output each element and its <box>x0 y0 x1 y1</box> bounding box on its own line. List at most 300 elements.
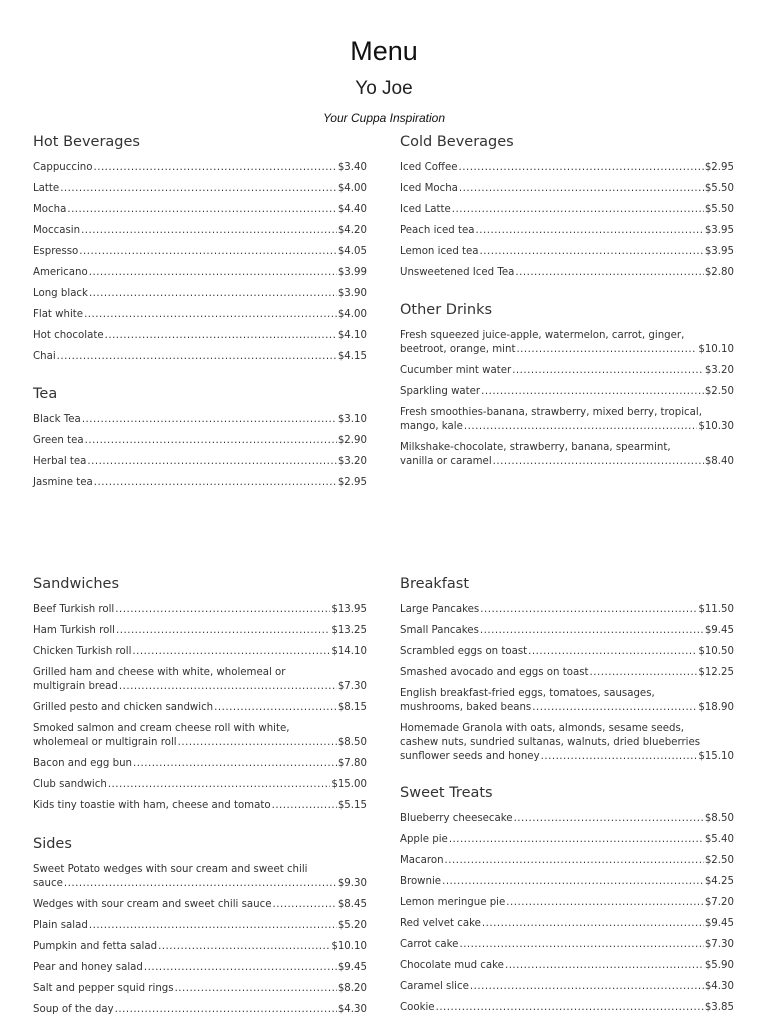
menu-item <box>33 603 367 617</box>
dot-leader <box>459 938 703 951</box>
menu-item-name: Moccasin <box>33 225 81 236</box>
dot-leader <box>87 455 336 468</box>
dot-leader <box>590 666 698 679</box>
menu-item-name: sunflower seeds and honey <box>400 751 540 762</box>
menu-item-price: $7.80 <box>337 758 367 769</box>
menu-item <box>33 701 367 715</box>
menu-item-name: Scrambled eggs on toast <box>400 646 528 657</box>
dot-leader <box>458 161 703 174</box>
dot-leader <box>214 701 337 714</box>
menu-item <box>400 203 734 217</box>
dot-leader <box>67 203 337 216</box>
menu-item-price: $8.50 <box>704 813 734 824</box>
dot-leader <box>470 980 704 993</box>
menu-item-row <box>33 624 367 638</box>
menu-item-name: Grilled pesto and chicken sandwich <box>33 702 214 713</box>
menu-item <box>400 329 734 357</box>
menu-item <box>33 863 367 891</box>
dot-leader <box>464 420 697 433</box>
dot-leader <box>512 364 704 377</box>
menu-item <box>33 799 367 813</box>
menu-item-row <box>400 1001 734 1015</box>
menu-item-row <box>400 980 734 994</box>
menu-item-name: Ham Turkish roll <box>33 625 115 636</box>
menu-item-name: vanilla or caramel <box>400 456 492 467</box>
dot-leader <box>272 898 336 911</box>
dot-leader <box>89 287 337 300</box>
dot-leader <box>175 982 337 995</box>
menu-item-row <box>400 833 734 847</box>
dot-leader <box>57 350 337 363</box>
menu-item-row <box>33 898 367 912</box>
dot-leader <box>272 799 337 812</box>
menu-item-name: Large Pancakes <box>400 604 480 615</box>
section-title: Other Drinks <box>400 302 493 318</box>
menu-item-description: cashew nuts, sundried sultanas, walnuts, dried blueberries <box>400 737 701 748</box>
section-breakfast <box>400 574 734 771</box>
menu-item <box>400 364 734 378</box>
menu-item <box>33 757 367 771</box>
menu-item <box>400 385 734 399</box>
menu-item-price: $3.99 <box>337 267 367 278</box>
menu-item-row <box>400 245 734 259</box>
menu-item-name: Iced Latte <box>400 204 451 215</box>
menu-item-name: sauce <box>33 878 63 889</box>
menu-item-row <box>33 778 367 792</box>
menu-item-name: Beef Turkish roll <box>33 604 115 615</box>
dot-leader <box>532 701 697 714</box>
menu-item <box>400 812 734 826</box>
dot-leader <box>105 329 337 342</box>
menu-item-name: Salt and pepper squid rings <box>33 983 174 994</box>
menu-item-price: $2.80 <box>704 267 734 278</box>
menu-item-name: Kids tiny toastie with ham, cheese and tomato <box>33 800 271 811</box>
menu-item-price: $5.90 <box>704 960 734 971</box>
menu-item-row <box>400 896 734 910</box>
menu-item-price: $9.45 <box>704 918 734 929</box>
menu-item-name: Smashed avocado and eggs on toast <box>400 667 589 678</box>
menu-item-price: $12.25 <box>698 667 734 678</box>
menu-item-row <box>400 182 734 196</box>
section-sweet-treats <box>400 783 734 1022</box>
menu-item <box>33 722 367 750</box>
menu-item <box>400 980 734 994</box>
dot-leader <box>108 778 331 791</box>
menu-item-row <box>400 750 734 764</box>
menu-item-row <box>400 917 734 931</box>
menu-item-name: Soup of the day <box>33 1004 114 1015</box>
menu-item-name: Flat white <box>33 309 84 320</box>
menu-item-name: Cookie <box>400 1002 435 1013</box>
menu-item-row <box>33 413 367 427</box>
menu-item-row <box>33 982 367 996</box>
menu-item <box>33 778 367 792</box>
section-title: Tea <box>33 386 58 402</box>
menu-item-price: $9.45 <box>704 625 734 636</box>
menu-item-name: Iced Coffee <box>400 162 458 173</box>
menu-item-description: Fresh squeezed juice-apple, watermelon, carrot, ginger, <box>400 330 685 341</box>
menu-item <box>33 434 367 448</box>
menu-item-price: $9.30 <box>337 878 367 889</box>
menu-item-description: Smoked salmon and cream cheese roll with white, <box>33 723 290 734</box>
menu-item-row <box>33 182 367 196</box>
menu-item-name: Caramel slice <box>400 981 469 992</box>
menu-item-price: $8.40 <box>704 456 734 467</box>
menu-item <box>33 666 367 694</box>
menu-item-name: Wedges with sour cream and sweet chili sauce <box>33 899 272 910</box>
menu-item-row <box>33 329 367 343</box>
menu-item-price: $4.00 <box>337 309 367 320</box>
menu-item-price: $3.20 <box>337 456 367 467</box>
menu-item <box>33 182 367 196</box>
menu-item <box>400 603 734 617</box>
menu-item-row <box>400 603 734 617</box>
menu-item-price: $10.30 <box>698 421 734 432</box>
menu-item-name: Unsweetened Iced Tea <box>400 267 515 278</box>
menu-item-price: $3.90 <box>337 288 367 299</box>
menu-item <box>400 854 734 868</box>
menu-item <box>33 961 367 975</box>
dot-leader <box>528 645 697 658</box>
menu-item-row <box>400 343 734 357</box>
menu-item-name: Americano <box>33 267 88 278</box>
menu-item-price: $8.50 <box>337 737 367 748</box>
menu-item <box>33 245 367 259</box>
menu-item-price: $3.95 <box>704 225 734 236</box>
dot-leader <box>79 245 337 258</box>
dot-leader <box>133 757 337 770</box>
menu-item <box>400 959 734 973</box>
menu-item <box>33 898 367 912</box>
menu-item-row <box>400 266 734 280</box>
menu-item-price: $3.95 <box>704 246 734 257</box>
menu-item-price: $3.20 <box>704 365 734 376</box>
menu-item-name: Peach iced tea <box>400 225 475 236</box>
menu-title: Menu <box>350 36 418 66</box>
menu-item-description: Milkshake-chocolate, strawberry, banana, spearmint, <box>400 442 671 453</box>
menu-item <box>33 624 367 638</box>
dot-leader <box>132 645 330 658</box>
menu-item-row <box>33 940 367 954</box>
menu-item-price: $5.50 <box>704 183 734 194</box>
dot-leader <box>94 476 337 489</box>
menu-item <box>400 224 734 238</box>
menu-item-price: $2.95 <box>337 477 367 488</box>
menu-item-name: Lemon iced tea <box>400 246 479 257</box>
menu-item-price: $7.30 <box>704 939 734 950</box>
menu-item-row <box>33 645 367 659</box>
menu-item-price: $15.00 <box>331 779 367 790</box>
menu-item <box>33 350 367 364</box>
section-sides <box>33 834 367 1024</box>
section-cold-beverages <box>400 132 734 287</box>
menu-item-row <box>33 1003 367 1017</box>
menu-item-price: $4.05 <box>337 246 367 257</box>
menu-item <box>33 266 367 280</box>
menu-item-price: $11.50 <box>698 604 734 615</box>
menu-item-price: $2.90 <box>337 435 367 446</box>
menu-item-name: wholemeal or multigrain roll <box>33 737 177 748</box>
dot-leader <box>82 413 337 426</box>
menu-item-row <box>33 961 367 975</box>
menu-item-name: multigrain bread <box>33 681 118 692</box>
menu-item-name: Espresso <box>33 246 79 257</box>
dot-leader <box>442 875 704 888</box>
menu-item-name: Brownie <box>400 876 442 887</box>
menu-item <box>400 833 734 847</box>
dot-leader <box>115 1003 337 1016</box>
menu-item <box>400 875 734 889</box>
menu-item-name: Black Tea <box>33 414 81 425</box>
dot-leader <box>81 224 337 237</box>
menu-item-price: $2.50 <box>704 855 734 866</box>
menu-item-name: Bacon and egg bun <box>33 758 132 769</box>
section-hot-beverages <box>33 132 367 371</box>
section-title: Breakfast <box>400 576 470 592</box>
menu-item-price: $4.25 <box>704 876 734 887</box>
menu-item <box>400 161 734 175</box>
menu-item-row <box>400 701 734 715</box>
menu-item-row <box>400 666 734 680</box>
menu-item-price: $4.20 <box>337 225 367 236</box>
menu-item-price: $15.10 <box>698 751 734 762</box>
dot-leader <box>493 455 704 468</box>
menu-item <box>33 413 367 427</box>
menu-item-name: Lemon meringue pie <box>400 897 506 908</box>
menu-item-row <box>400 364 734 378</box>
menu-item-row <box>33 224 367 238</box>
menu-item <box>400 245 734 259</box>
dot-leader <box>480 603 697 616</box>
menu-item-name: Hot chocolate <box>33 330 104 341</box>
menu-item <box>400 1001 734 1015</box>
menu-item-row <box>33 245 367 259</box>
dot-leader <box>481 385 704 398</box>
menu-item-price: $5.40 <box>704 834 734 845</box>
dot-leader <box>516 343 697 356</box>
menu-item-description: Homemade Granola with oats, almonds, sesame seeds, <box>400 723 685 734</box>
menu-item <box>33 161 367 175</box>
menu-item <box>33 476 367 490</box>
menu-item-price: $4.30 <box>337 1004 367 1015</box>
dot-leader <box>452 203 704 216</box>
dot-leader <box>60 182 337 195</box>
menu-item <box>33 203 367 217</box>
menu-item <box>400 666 734 680</box>
dot-leader <box>144 961 337 974</box>
dot-leader <box>85 434 337 447</box>
menu-item-price: $10.10 <box>698 344 734 355</box>
menu-item-row <box>33 203 367 217</box>
section-title: Sides <box>33 836 72 852</box>
menu-item-name: Red velvet cake <box>400 918 481 929</box>
menu-item-name: Small Pancakes <box>400 625 479 636</box>
section-other-drinks <box>400 300 734 476</box>
menu-item-price: $10.50 <box>698 646 734 657</box>
menu-item-price: $4.30 <box>704 981 734 992</box>
menu-item-name: Iced Mocha <box>400 183 458 194</box>
menu-item-row <box>400 624 734 638</box>
menu-item <box>400 441 734 469</box>
menu-item <box>33 455 367 469</box>
dot-leader <box>449 833 704 846</box>
menu-item-row <box>33 308 367 322</box>
menu-item-row <box>400 938 734 952</box>
dot-leader <box>178 736 337 749</box>
menu-item-price: $3.85 <box>704 1002 734 1013</box>
menu-item-price: $7.20 <box>704 897 734 908</box>
menu-item-price: $9.45 <box>337 962 367 973</box>
menu-item-row <box>33 266 367 280</box>
menu-item-row <box>33 603 367 617</box>
menu-item <box>33 329 367 343</box>
menu-item-name: Blueberry cheesecake <box>400 813 513 824</box>
menu-item <box>33 982 367 996</box>
menu-item-name: Mocha <box>33 204 67 215</box>
dot-leader <box>84 308 337 321</box>
menu-item-price: $8.45 <box>337 899 367 910</box>
dot-leader <box>436 1001 704 1014</box>
menu-item-name: mango, kale <box>400 421 463 432</box>
menu-item-price: $5.20 <box>337 920 367 931</box>
menu-item-name: Carrot cake <box>400 939 459 950</box>
menu-item-price: $7.30 <box>337 681 367 692</box>
menu-item <box>400 645 734 659</box>
cafe-name: Yo Joe <box>355 78 413 99</box>
menu-item-row <box>400 812 734 826</box>
menu-item-name: Club sandwich <box>33 779 107 790</box>
menu-item-row <box>33 799 367 813</box>
menu-item-row <box>33 455 367 469</box>
menu-item-price: $18.90 <box>698 702 734 713</box>
menu-item <box>400 917 734 931</box>
menu-item-name: Green tea <box>33 435 84 446</box>
menu-item-name: beetroot, orange, mint <box>400 344 516 355</box>
dot-leader <box>445 854 704 867</box>
menu-item-row <box>33 350 367 364</box>
dot-leader <box>482 917 704 930</box>
dot-leader <box>119 680 337 693</box>
menu-item-row <box>33 757 367 771</box>
dot-leader <box>459 182 704 195</box>
menu-item-name: Pear and honey salad <box>33 962 143 973</box>
menu-item-row <box>33 476 367 490</box>
menu-item-row <box>400 161 734 175</box>
menu-item-price: $4.00 <box>337 183 367 194</box>
section-title: Hot Beverages <box>33 134 140 150</box>
menu-item <box>400 266 734 280</box>
menu-item-row <box>33 287 367 301</box>
menu-item-name: Macaron <box>400 855 444 866</box>
menu-item-description: Fresh smoothies-banana, strawberry, mixed berry, tropical, <box>400 407 702 418</box>
dot-leader <box>89 919 337 932</box>
dot-leader <box>515 266 703 279</box>
dot-leader <box>506 896 704 909</box>
section-title: Sweet Treats <box>400 785 493 801</box>
menu-item-price: $8.20 <box>337 983 367 994</box>
menu-item-price: $13.25 <box>331 625 367 636</box>
menu-item-name: Chicken Turkish roll <box>33 646 132 657</box>
menu-item-name: Cappuccino <box>33 162 93 173</box>
menu-item-row <box>33 701 367 715</box>
menu-item-row <box>33 680 367 694</box>
section-title: Sandwiches <box>33 576 120 592</box>
menu-item <box>33 287 367 301</box>
dot-leader <box>93 161 336 174</box>
dot-leader <box>541 750 698 763</box>
dot-leader <box>89 266 337 279</box>
menu-item <box>400 722 734 764</box>
menu-item-row <box>400 854 734 868</box>
menu-item <box>400 406 734 434</box>
menu-item-row <box>33 434 367 448</box>
menu-item-name: Long black <box>33 288 88 299</box>
menu-item-name: Jasmine tea <box>33 477 93 488</box>
dot-leader <box>480 245 704 258</box>
menu-item-name: mushrooms, baked beans <box>400 702 532 713</box>
section-tea <box>33 384 367 497</box>
menu-item-price: $4.10 <box>337 330 367 341</box>
menu-item-name: Chocolate mud cake <box>400 960 504 971</box>
menu-item-price: $4.15 <box>337 351 367 362</box>
section-title: Cold Beverages <box>400 134 514 150</box>
menu-item-name: Latte <box>33 183 60 194</box>
menu-item-row <box>33 877 367 891</box>
dot-leader <box>476 224 704 237</box>
menu-item <box>33 224 367 238</box>
menu-item <box>400 182 734 196</box>
menu-item-row <box>400 203 734 217</box>
menu-item-price: $2.95 <box>704 162 734 173</box>
dot-leader <box>64 877 337 890</box>
menu-item-row <box>400 224 734 238</box>
menu-item-name: Plain salad <box>33 920 88 931</box>
menu-item-name: Sparkling water <box>400 386 481 397</box>
menu-item-price: $3.10 <box>337 414 367 425</box>
menu-item-price: $10.10 <box>331 941 367 952</box>
menu-item-price: $14.10 <box>331 646 367 657</box>
menu-item-name: Pumpkin and fetta salad <box>33 941 158 952</box>
menu-item-price: $3.40 <box>337 162 367 173</box>
menu-item-description: English breakfast-fried eggs, tomatoes, sausages, <box>400 688 655 699</box>
menu-item-row <box>400 645 734 659</box>
dot-leader <box>116 624 330 637</box>
menu-item <box>33 919 367 933</box>
menu-item-name: Herbal tea <box>33 456 87 467</box>
menu-item-name: Cucumber mint water <box>400 365 512 376</box>
menu-item-price: $5.50 <box>704 204 734 215</box>
menu-item-row <box>400 420 734 434</box>
menu-item-row <box>400 959 734 973</box>
menu-item-row <box>33 736 367 750</box>
menu-item <box>33 940 367 954</box>
menu-item-row <box>33 919 367 933</box>
menu-item <box>400 938 734 952</box>
menu-item-price: $5.15 <box>337 800 367 811</box>
menu-item-row <box>400 385 734 399</box>
menu-item <box>33 1003 367 1017</box>
menu-item <box>33 308 367 322</box>
menu-item-row <box>33 161 367 175</box>
menu-item-price: $13.95 <box>331 604 367 615</box>
menu-item-name: Chai <box>33 351 56 362</box>
menu-item-price: $8.15 <box>337 702 367 713</box>
dot-leader <box>158 940 330 953</box>
menu-item-price: $4.40 <box>337 204 367 215</box>
menu-item-description: Grilled ham and cheese with white, wholemeal or <box>33 667 286 678</box>
section-sandwiches <box>33 574 367 820</box>
menu-item-name: Apple pie <box>400 834 448 845</box>
